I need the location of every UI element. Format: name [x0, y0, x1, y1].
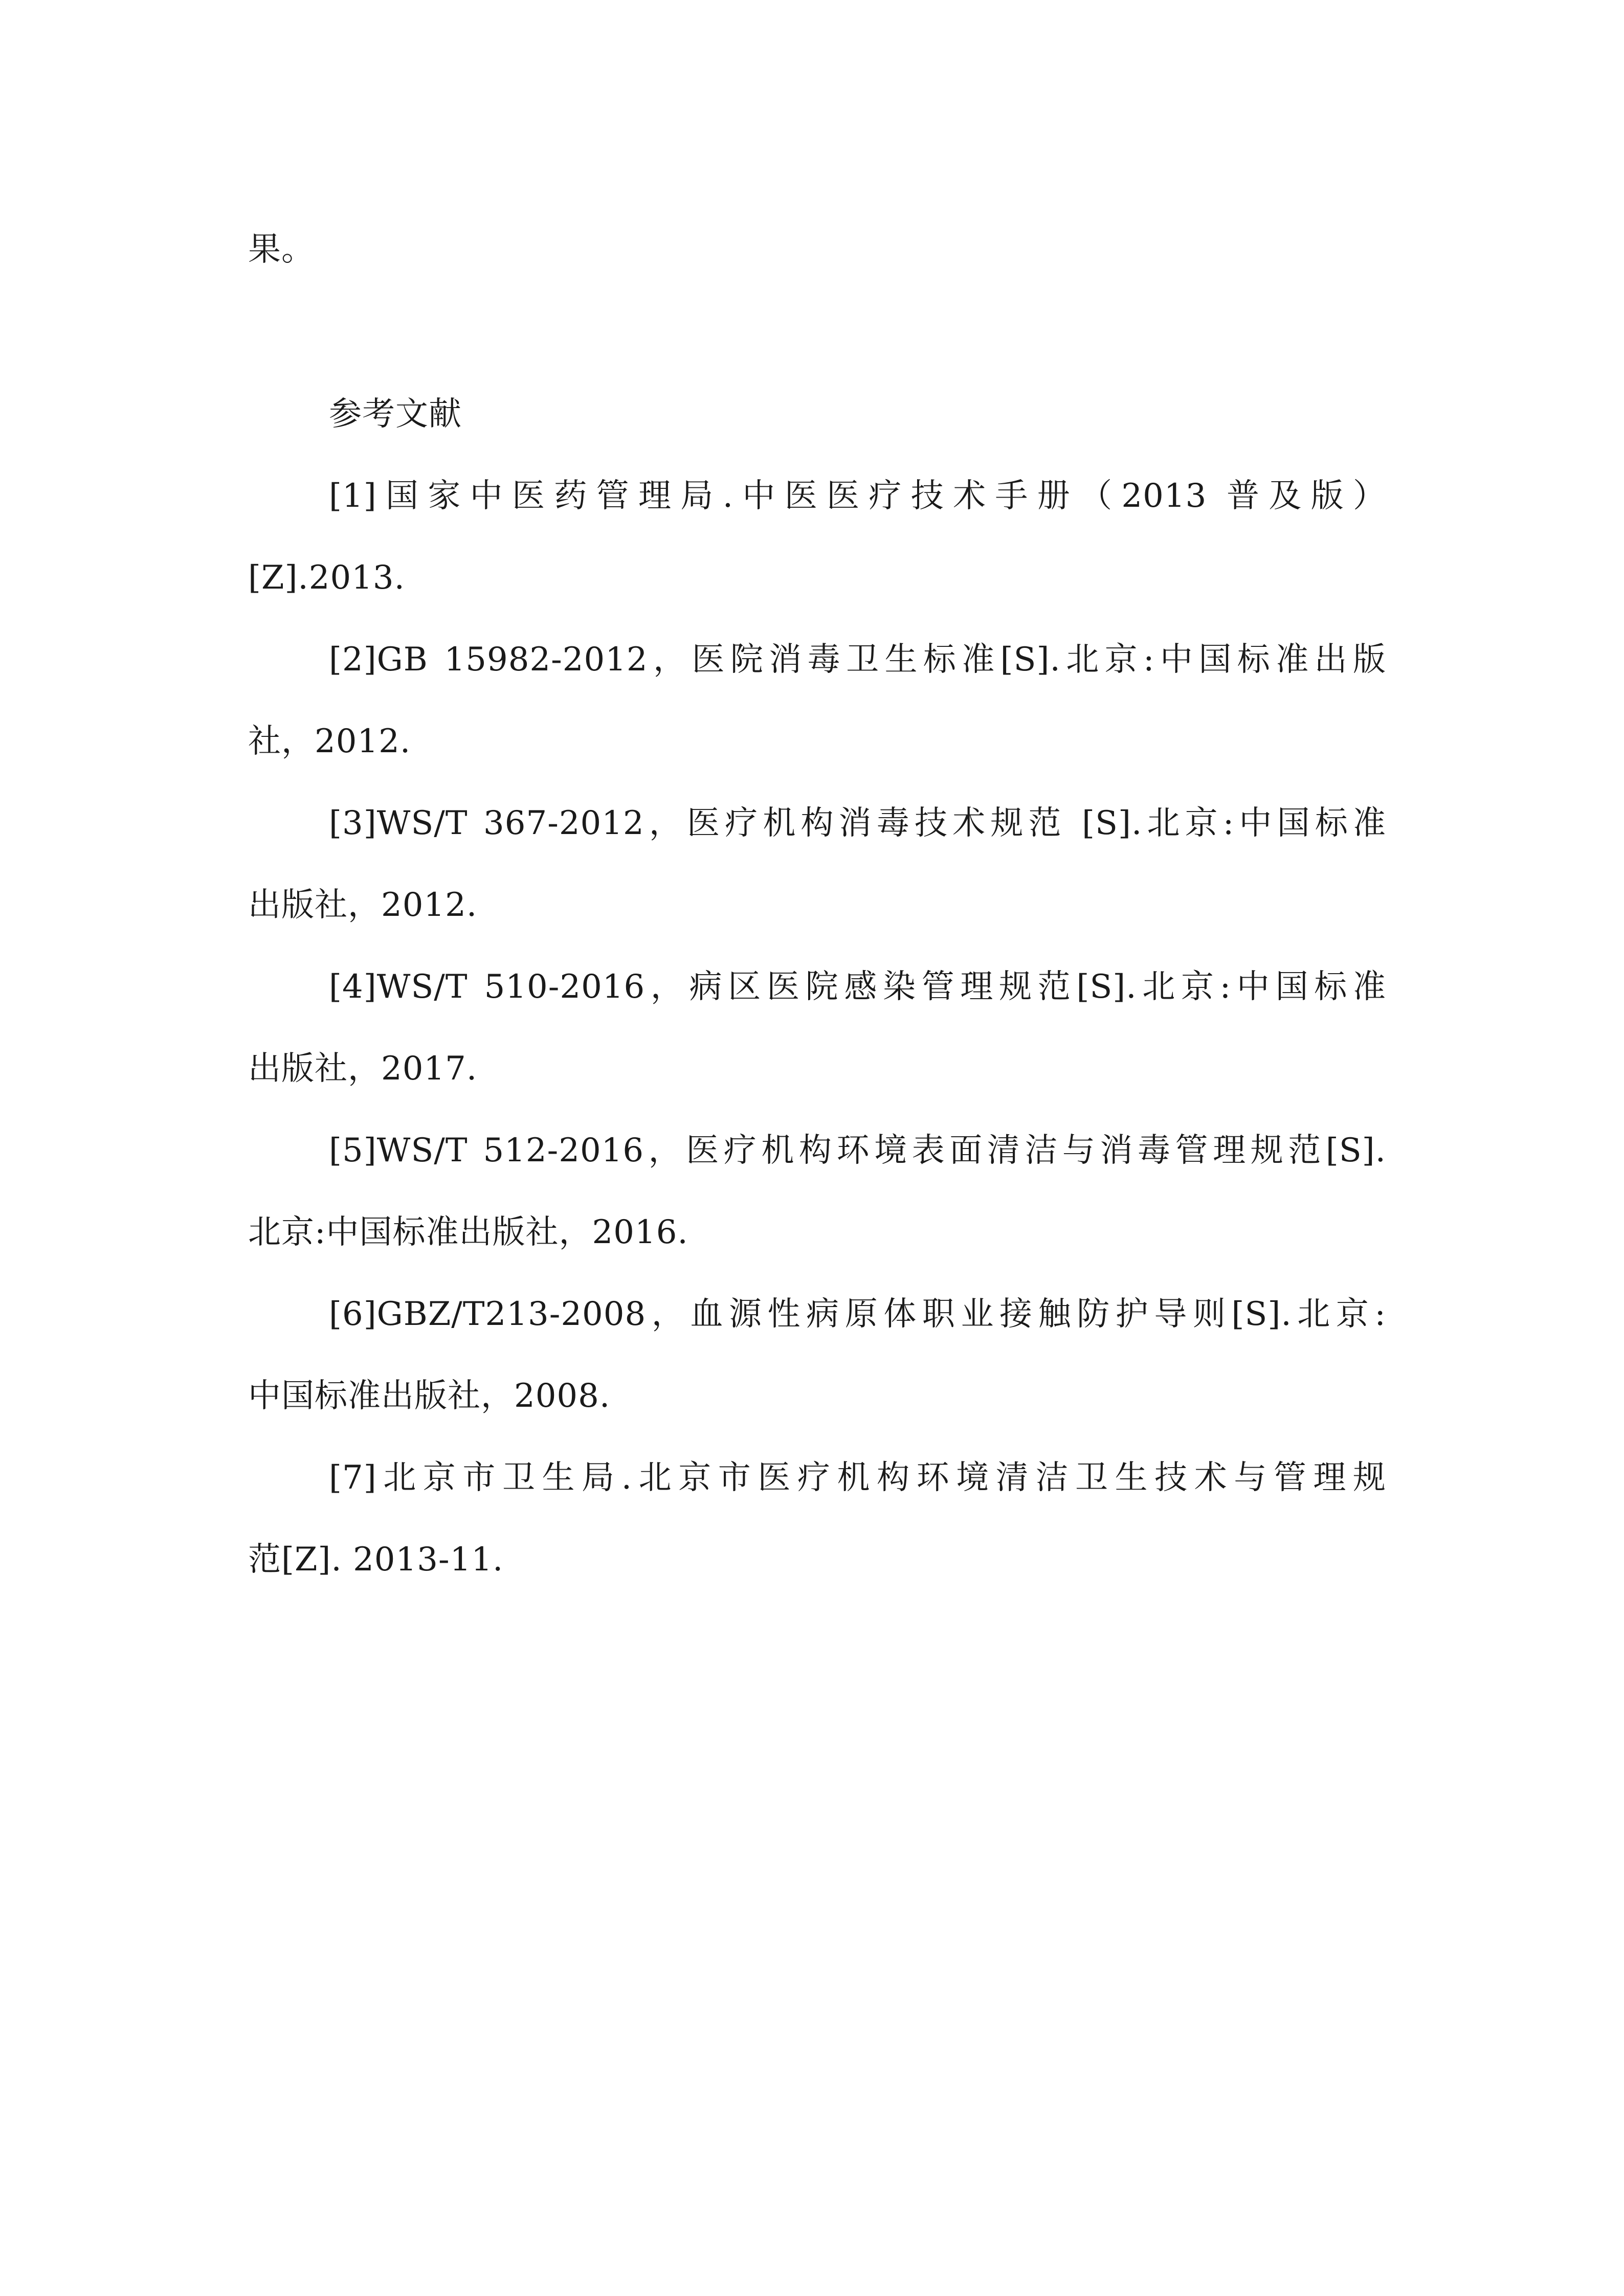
reference-7-line-2: 范[Z]. 2013-11.	[248, 1541, 504, 1579]
reference-2-line-2: 社，2012.	[248, 723, 411, 760]
reference-6-line-2: 中国标准出版社，2008.	[248, 1377, 611, 1415]
reference-5-line-1: [5]WS/T 512-2016，医疗机构环境表面清洁与消毒管理规范[S].	[329, 1132, 1386, 1169]
reference-3-line-1: [3]WS/T 367-2012，医疗机构消毒技术规范 [S].北京:中国标准	[329, 804, 1386, 842]
reference-6-line-1: [6]GBZ/T213-2008，血源性病原体职业接触防护导则[S].北京:	[329, 1295, 1386, 1333]
reference-1-line-2: [Z].2013.	[248, 559, 405, 597]
reference-2-line-1: [2]GB 15982-2012，医院消毒卫生标准[S].北京:中国标准出版	[329, 641, 1386, 679]
reference-5-line-2: 北京:中国标准出版社，2016.	[248, 1213, 688, 1251]
reference-4-line-2: 出版社，2017.	[248, 1050, 478, 1088]
reference-1-line-1: [1]国家中医药管理局.中医医疗技术手册（2013 普及版）	[329, 477, 1386, 515]
reference-3-line-2: 出版社，2012.	[248, 886, 478, 924]
reference-7-line-1: [7]北京市卫生局.北京市医疗机构环境清洁卫生技术与管理规	[329, 1459, 1386, 1497]
continuation-text: 果。	[248, 231, 315, 268]
references-heading: 参考文献	[329, 395, 462, 433]
reference-4-line-1: [4]WS/T 510-2016，病区医院感染管理规范[S].北京:中国标准	[329, 968, 1386, 1006]
